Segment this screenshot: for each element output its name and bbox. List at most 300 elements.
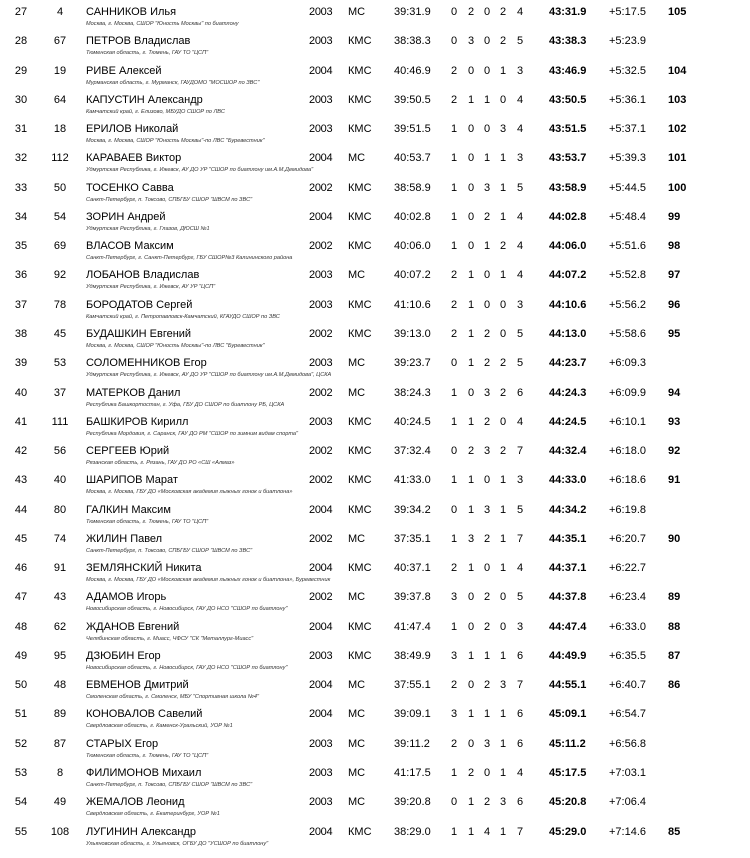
shooting-total: 4 xyxy=(516,123,524,136)
ski-time: 41:10.6 xyxy=(394,298,431,311)
shooting-3: 0 xyxy=(483,767,491,780)
bib-cell: 91 xyxy=(53,562,67,575)
shooting-1: 0 xyxy=(450,357,458,370)
points: 90 xyxy=(668,532,681,545)
total-time: 44:34.2 xyxy=(549,503,587,516)
ski-time: 37:32.4 xyxy=(394,445,431,458)
athlete-team: Республика Башкортостан, г. Уфа, ГБУ ДО СШОР по биатлону РБ, ЦСКА xyxy=(86,401,285,408)
time-behind: +6:33.0 xyxy=(609,620,647,633)
shooting-total: 4 xyxy=(516,562,524,575)
shooting-total: 4 xyxy=(516,240,524,253)
table-row xyxy=(0,355,750,384)
table-row xyxy=(0,180,750,209)
shooting-2: 1 xyxy=(467,503,475,516)
athlete-team: Тюменская область, г. Тюмень, ГАУ ТО "ЦСП" xyxy=(86,50,209,57)
shooting-2: 0 xyxy=(467,386,475,399)
sport-rank: КМС xyxy=(348,562,372,575)
shooting-total: 4 xyxy=(516,93,524,106)
time-behind: +5:32.5 xyxy=(609,64,647,77)
shooting-4: 1 xyxy=(499,562,507,575)
shooting-4: 1 xyxy=(499,503,507,516)
birth-year: 2003 xyxy=(309,6,333,18)
time-behind: +5:36.1 xyxy=(609,93,647,106)
shooting-3: 2 xyxy=(483,796,491,809)
time-behind: +6:56.8 xyxy=(609,737,647,750)
ski-time: 38:24.3 xyxy=(394,386,431,399)
place-cell: 28 xyxy=(14,35,28,48)
table-row xyxy=(0,619,750,648)
sport-rank: КМС xyxy=(348,415,372,428)
time-behind: +6:23.4 xyxy=(609,591,647,604)
birth-year: 2002 xyxy=(309,445,333,458)
shooting-3: 2 xyxy=(483,532,491,545)
sport-rank: КМС xyxy=(348,503,372,516)
points: 94 xyxy=(668,386,681,399)
athlete-team: Москва, г. Москва, СШОР "Юность Москвы"-по ЛВС "Буревестник" xyxy=(86,138,265,145)
time-behind: +6:20.7 xyxy=(609,532,647,545)
shooting-1: 2 xyxy=(450,298,458,311)
time-behind: +5:51.6 xyxy=(609,240,647,253)
sport-rank: КМС xyxy=(348,181,372,194)
points: 98 xyxy=(668,240,681,253)
athlete-team: Смоленская область, г. Смоленск, МБУ "Спортивная школа №4" xyxy=(86,694,259,701)
sport-rank: МС xyxy=(348,152,366,165)
athlete-team: Москва, г. Москва, СШОР "Юность Москвы"-по ЛВС "Буревестник" xyxy=(86,342,265,349)
shooting-total: 6 xyxy=(516,737,524,750)
birth-year: 2003 xyxy=(309,737,333,750)
total-time: 44:55.1 xyxy=(549,679,587,692)
athlete-team: Удмуртская Республика, г. Ижевск, АУ ДО УР "СШОР по биатлону им.А.М.Демидова", ЦСКА xyxy=(86,372,332,379)
ski-time: 38:38.3 xyxy=(394,35,431,48)
shooting-3: 0 xyxy=(483,562,491,575)
time-behind: +6:54.7 xyxy=(609,708,647,721)
shooting-total: 7 xyxy=(516,825,524,838)
ski-time: 37:35.1 xyxy=(394,532,431,545)
points: 88 xyxy=(668,620,681,633)
athlete-name: САННИКОВ Илья xyxy=(86,6,177,18)
table-row xyxy=(0,560,750,589)
athlete-name: ФИЛИМОНОВ Михаил xyxy=(86,767,202,780)
birth-year: 2002 xyxy=(309,532,333,545)
bib-cell: 64 xyxy=(53,93,67,106)
shooting-3: 0 xyxy=(483,298,491,311)
birth-year: 2004 xyxy=(309,64,333,77)
points: 96 xyxy=(668,298,681,311)
shooting-4: 2 xyxy=(499,357,507,370)
birth-year: 2004 xyxy=(309,708,333,721)
athlete-team: Москва, г. Москва, ГБУ ДО «Московская академия лыжных гонок и биатлона» xyxy=(86,489,293,496)
points: 92 xyxy=(668,445,681,458)
shooting-2: 0 xyxy=(467,737,475,750)
time-behind: +5:44.5 xyxy=(609,181,647,194)
shooting-2: 0 xyxy=(467,591,475,604)
birth-year: 2003 xyxy=(309,796,333,809)
place-cell: 44 xyxy=(14,503,28,516)
ski-time: 40:06.0 xyxy=(394,240,431,253)
sport-rank: КМС xyxy=(348,93,372,106)
shooting-4: 0 xyxy=(499,415,507,428)
total-time: 43:38.3 xyxy=(549,35,587,48)
time-behind: +6:18.0 xyxy=(609,445,647,458)
shooting-total: 5 xyxy=(516,591,524,604)
shooting-2: 0 xyxy=(467,181,475,194)
place-cell: 41 xyxy=(14,415,28,428)
shooting-2: 1 xyxy=(467,269,475,282)
birth-year: 2003 xyxy=(309,357,333,370)
table-row xyxy=(0,92,750,121)
shooting-1: 0 xyxy=(450,35,458,48)
shooting-2: 1 xyxy=(467,649,475,662)
shooting-1: 1 xyxy=(450,825,458,838)
shooting-1: 2 xyxy=(450,737,458,750)
birth-year: 2002 xyxy=(309,386,333,399)
points: 99 xyxy=(668,210,681,223)
ski-time: 37:55.1 xyxy=(394,679,431,692)
ski-time: 40:24.5 xyxy=(394,415,431,428)
place-cell: 30 xyxy=(14,93,28,106)
time-behind: +6:40.7 xyxy=(609,679,647,692)
total-time: 45:20.8 xyxy=(549,796,587,809)
sport-rank: КМС xyxy=(348,327,372,340)
total-time: 44:49.9 xyxy=(549,649,587,662)
athlete-team: Ульяновская область, г. Ульяновск, ОГБУ ДО "УСШОР по биатлону" xyxy=(86,840,269,847)
shooting-total: 3 xyxy=(516,298,524,311)
birth-year: 2003 xyxy=(309,269,333,282)
shooting-3: 2 xyxy=(483,620,491,633)
shooting-4: 0 xyxy=(499,327,507,340)
shooting-2: 1 xyxy=(467,474,475,487)
athlete-name: ЕВМЕНОВ Дмитрий xyxy=(86,679,189,692)
athlete-team: Камчатский край, г. Елизово, МБУДО СШОР по ЛВС xyxy=(86,108,225,115)
place-cell: 37 xyxy=(14,298,28,311)
ski-time: 39:13.0 xyxy=(394,327,431,340)
place-cell: 49 xyxy=(14,649,28,662)
place-cell: 32 xyxy=(14,152,28,165)
table-row xyxy=(0,502,750,531)
ski-time: 40:37.1 xyxy=(394,562,431,575)
shooting-4: 1 xyxy=(499,269,507,282)
birth-year: 2003 xyxy=(309,123,333,136)
points: 100 xyxy=(668,181,687,194)
shooting-total: 4 xyxy=(516,415,524,428)
shooting-2: 0 xyxy=(467,210,475,223)
shooting-4: 1 xyxy=(499,825,507,838)
shooting-4: 1 xyxy=(499,767,507,780)
ski-time: 39:11.2 xyxy=(394,737,430,750)
bib-cell: 111 xyxy=(51,415,69,428)
ski-time: 41:33.0 xyxy=(394,474,431,487)
athlete-name: ЖИЛИН Павел xyxy=(86,532,163,545)
athlete-name: КАПУСТИН Александр xyxy=(86,93,203,106)
shooting-total: 4 xyxy=(516,210,524,223)
table-row xyxy=(0,472,750,501)
shooting-2: 1 xyxy=(467,327,475,340)
time-behind: +6:19.8 xyxy=(609,503,647,516)
total-time: 44:07.2 xyxy=(549,269,587,282)
shooting-3: 2 xyxy=(483,357,491,370)
shooting-1: 2 xyxy=(450,64,458,77)
shooting-4: 1 xyxy=(499,152,507,165)
time-behind: +5:56.2 xyxy=(609,298,647,311)
shooting-1: 0 xyxy=(450,6,458,18)
shooting-2: 0 xyxy=(467,152,475,165)
shooting-4: 1 xyxy=(499,708,507,721)
sport-rank: КМС xyxy=(348,123,372,136)
total-time: 43:50.5 xyxy=(549,93,587,106)
time-behind: +6:35.5 xyxy=(609,649,647,662)
shooting-3: 3 xyxy=(483,386,491,399)
athlete-name: ЛУГИНИН Александр xyxy=(86,825,196,838)
shooting-3: 3 xyxy=(483,737,491,750)
shooting-1: 2 xyxy=(450,562,458,575)
athlete-name: ГАЛКИН Максим xyxy=(86,503,171,516)
table-row xyxy=(0,63,750,92)
place-cell: 36 xyxy=(14,269,28,282)
shooting-total: 5 xyxy=(516,35,524,48)
place-cell: 50 xyxy=(14,679,28,692)
athlete-team: Новосибирская область, г. Новосибирск, ГАУ ДО НСО "СШОР по биатлону" xyxy=(86,664,288,671)
total-time: 45:17.5 xyxy=(549,767,587,780)
shooting-4: 3 xyxy=(499,679,507,692)
sport-rank: МС xyxy=(348,6,366,18)
shooting-2: 1 xyxy=(467,93,475,106)
ski-time: 40:46.9 xyxy=(394,64,431,77)
total-time: 44:32.4 xyxy=(549,445,587,458)
table-row xyxy=(0,209,750,238)
ski-time: 40:07.2 xyxy=(394,269,431,282)
ski-time: 41:47.4 xyxy=(394,620,431,633)
shooting-4: 2 xyxy=(499,240,507,253)
athlete-name: ДЗЮБИН Егор xyxy=(86,649,161,662)
time-behind: +7:14.6 xyxy=(609,825,647,838)
shooting-3: 0 xyxy=(483,6,491,18)
time-behind: +6:09.9 xyxy=(609,386,647,399)
shooting-3: 3 xyxy=(483,181,491,194)
time-behind: +6:09.3 xyxy=(609,357,647,370)
place-cell: 54 xyxy=(14,796,28,809)
shooting-3: 1 xyxy=(483,649,491,662)
total-time: 43:53.7 xyxy=(549,152,587,165)
total-time: 44:47.4 xyxy=(549,620,587,633)
athlete-team: Москва, г. Москва, СШОР "Юность Москвы" по биатлону xyxy=(86,21,239,27)
athlete-name: ЖЕМАЛОВ Леонид xyxy=(86,796,185,809)
birth-year: 2003 xyxy=(309,35,333,48)
table-row xyxy=(0,736,750,765)
athlete-name: МАТЕРКОВ Данил xyxy=(86,386,181,399)
points: 89 xyxy=(668,591,681,604)
time-behind: +5:58.6 xyxy=(609,327,647,340)
total-time: 44:06.0 xyxy=(549,240,587,253)
time-behind: +6:22.7 xyxy=(609,562,647,575)
athlete-team: Санкт-Петербург, п. Токсово, СПБГБУ СШОР "ШВСМ по ЗВС" xyxy=(86,547,253,554)
athlete-team: Удмуртская Республика, г. Ижевск, АУ ДО УР "СШОР по биатлону им.А.М.Демидова" xyxy=(86,167,314,174)
shooting-total: 4 xyxy=(516,6,524,18)
time-behind: +5:23.9 xyxy=(609,35,647,48)
shooting-3: 4 xyxy=(483,825,491,838)
shooting-1: 2 xyxy=(450,327,458,340)
table-row xyxy=(0,414,750,443)
sport-rank: КМС xyxy=(348,649,372,662)
shooting-3: 1 xyxy=(483,708,491,721)
shooting-3: 0 xyxy=(483,269,491,282)
ski-time: 39:20.8 xyxy=(394,796,431,809)
shooting-2: 0 xyxy=(467,240,475,253)
shooting-3: 1 xyxy=(483,152,491,165)
shooting-4: 1 xyxy=(499,737,507,750)
birth-year: 2004 xyxy=(309,210,333,223)
place-cell: 39 xyxy=(14,357,28,370)
place-cell: 38 xyxy=(14,327,28,340)
shooting-4: 1 xyxy=(499,64,507,77)
table-row xyxy=(0,297,750,326)
total-time: 43:51.5 xyxy=(549,123,587,136)
place-cell: 40 xyxy=(14,386,28,399)
place-cell: 53 xyxy=(14,767,28,780)
sport-rank: КМС xyxy=(348,445,372,458)
bib-cell: 87 xyxy=(53,737,67,750)
shooting-2: 2 xyxy=(467,767,475,780)
shooting-3: 2 xyxy=(483,679,491,692)
birth-year: 2002 xyxy=(309,327,333,340)
shooting-2: 3 xyxy=(467,35,475,48)
birth-year: 2004 xyxy=(309,825,333,838)
shooting-2: 1 xyxy=(467,298,475,311)
time-behind: +5:39.3 xyxy=(609,152,647,165)
points: 101 xyxy=(668,152,687,165)
table-row xyxy=(0,326,750,355)
points: 86 xyxy=(668,679,681,692)
shooting-4: 2 xyxy=(499,6,507,18)
sport-rank: КМС xyxy=(348,64,372,77)
shooting-3: 2 xyxy=(483,415,491,428)
bib-cell: 95 xyxy=(53,649,67,662)
shooting-4: 0 xyxy=(499,93,507,106)
bib-cell: 56 xyxy=(53,445,67,458)
bib-cell: 69 xyxy=(53,240,67,253)
shooting-total: 3 xyxy=(516,620,524,633)
athlete-name: БОРОДАТОВ Сергей xyxy=(86,298,193,311)
time-behind: +5:48.4 xyxy=(609,210,647,223)
ski-time: 39:37.8 xyxy=(394,591,431,604)
shooting-2: 3 xyxy=(467,532,475,545)
shooting-total: 7 xyxy=(516,679,524,692)
points: 102 xyxy=(668,123,687,136)
sport-rank: МС xyxy=(348,269,366,282)
sport-rank: КМС xyxy=(348,620,372,633)
table-row xyxy=(0,794,750,823)
athlete-name: КОНОВАЛОВ Савелий xyxy=(86,708,203,721)
athlete-name: ТОСЕНКО Савва xyxy=(86,181,174,194)
place-cell: 46 xyxy=(14,562,28,575)
ski-time: 41:17.5 xyxy=(394,767,431,780)
table-row xyxy=(0,267,750,296)
ski-time: 39:50.5 xyxy=(394,93,431,106)
athlete-team: Челябинская область, г. Миасс, ЧФСУ "СК "Металлург-Миасс" xyxy=(86,635,254,642)
bib-cell: 78 xyxy=(53,298,67,311)
table-row xyxy=(0,824,750,853)
shooting-3: 0 xyxy=(483,64,491,77)
bib-cell: 89 xyxy=(53,708,67,721)
birth-year: 2002 xyxy=(309,240,333,253)
time-behind: +5:52.8 xyxy=(609,269,647,282)
total-time: 44:24.5 xyxy=(549,415,587,428)
shooting-3: 2 xyxy=(483,327,491,340)
sport-rank: МС xyxy=(348,591,366,604)
shooting-2: 0 xyxy=(467,123,475,136)
shooting-3: 0 xyxy=(483,474,491,487)
points: 85 xyxy=(668,825,681,838)
shooting-1: 0 xyxy=(450,796,458,809)
shooting-1: 3 xyxy=(450,649,458,662)
birth-year: 2004 xyxy=(309,620,333,633)
shooting-4: 0 xyxy=(499,298,507,311)
shooting-total: 5 xyxy=(516,181,524,194)
shooting-1: 0 xyxy=(450,503,458,516)
shooting-1: 1 xyxy=(450,123,458,136)
athlete-name: СОЛОМЕННИКОВ Егор xyxy=(86,357,207,370)
shooting-total: 5 xyxy=(516,357,524,370)
time-behind: +5:37.1 xyxy=(609,123,647,136)
time-behind: +6:18.6 xyxy=(609,474,647,487)
birth-year: 2003 xyxy=(309,93,333,106)
athlete-name: ЗЕМЛЯНСКИЙ Никита xyxy=(86,562,202,575)
athlete-team: Удмуртская Республика, г. Ижевск, АУ УР "ЦСП" xyxy=(86,284,216,291)
shooting-total: 7 xyxy=(516,532,524,545)
shooting-4: 1 xyxy=(499,474,507,487)
ski-time: 39:31.9 xyxy=(394,6,431,18)
shooting-4: 1 xyxy=(499,649,507,662)
shooting-1: 1 xyxy=(450,240,458,253)
sport-rank: МС xyxy=(348,708,366,721)
ski-time: 38:58.9 xyxy=(394,181,431,194)
shooting-2: 0 xyxy=(467,620,475,633)
shooting-1: 1 xyxy=(450,386,458,399)
athlete-team: Санкт-Петербург, п. Токсово, СПБГБУ СШОР "ШВСМ по ЗВС" xyxy=(86,196,253,203)
shooting-3: 3 xyxy=(483,445,491,458)
shooting-1: 2 xyxy=(450,93,458,106)
time-behind: +7:06.4 xyxy=(609,796,647,809)
shooting-total: 6 xyxy=(516,796,524,809)
sport-rank: МС xyxy=(348,796,366,809)
total-time: 45:09.1 xyxy=(549,708,587,721)
points: 103 xyxy=(668,93,687,106)
shooting-total: 5 xyxy=(516,327,524,340)
shooting-total: 3 xyxy=(516,152,524,165)
total-time: 43:58.9 xyxy=(549,181,587,194)
table-row xyxy=(0,589,750,618)
athlete-name: РИВЕ Алексей xyxy=(86,64,162,77)
shooting-2: 1 xyxy=(467,415,475,428)
athlete-name: ШАРИПОВ Марат xyxy=(86,474,178,487)
shooting-1: 1 xyxy=(450,474,458,487)
shooting-1: 2 xyxy=(450,679,458,692)
place-cell: 43 xyxy=(14,474,28,487)
bib-cell: 62 xyxy=(53,620,67,633)
ski-time: 40:53.7 xyxy=(394,152,431,165)
athlete-team: Санкт-Петербург, п. Токсово, СПБГБУ СШОР "ШВСМ по ЗВС" xyxy=(86,782,253,789)
table-row xyxy=(0,238,750,267)
birth-year: 2003 xyxy=(309,767,333,780)
birth-year: 2003 xyxy=(309,298,333,311)
athlete-name: БУДАШКИН Евгений xyxy=(86,327,192,340)
place-cell: 55 xyxy=(14,825,28,838)
birth-year: 2004 xyxy=(309,562,333,575)
place-cell: 35 xyxy=(14,240,28,253)
shooting-1: 1 xyxy=(450,210,458,223)
shooting-1: 1 xyxy=(450,152,458,165)
shooting-1: 1 xyxy=(450,415,458,428)
birth-year: 2004 xyxy=(309,503,333,516)
